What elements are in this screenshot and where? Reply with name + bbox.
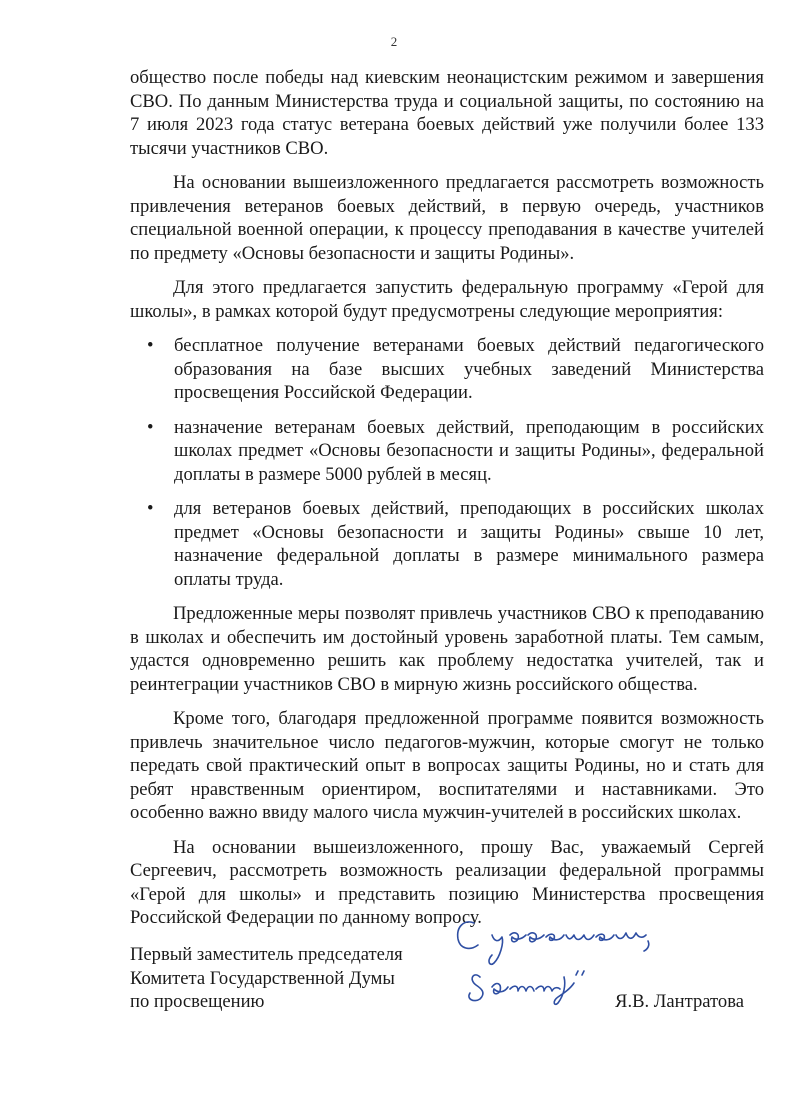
- letter-body: [130, 66, 764, 930]
- paragraph-benefits: Предложенные меры позволят привлечь участников СВО к преподаванию в школах и обеспечить им достойный уровень заработной платы. Тем самым, удастся одновременно решить как проблему недостатка учителей, так и реинтеграции участников СВО в мирную жизнь российского общества.: [130, 603, 764, 695]
- paragraph-continuation: общество после победы над киевским неонацистским режимом и завершения СВО. По данным Министерства труда и социальной защиты, по состоянию на 7 июля 2023 года статус ветерана боевых действий уже получили более 133 тысячи участников СВО.: [130, 67, 764, 159]
- list-item: [130, 497, 764, 591]
- paragraph-request: На основании вышеизложенного, прошу Вас, уважаемый Сергей Сергеевич, рассмотреть возможность реализации федеральной программы «Герой для школы» и представить позицию Министерства просвещения Российской Федерации по данному вопросу.: [130, 836, 764, 928]
- signer-title-line: по просвещению: [130, 991, 265, 1012]
- list-item-text: назначение ветеранам боевых действий, преподающим в российских школах предмет «Основы безопасности и защиты Родины», федеральной доплаты в размере 5000 рублей в месяц.: [174, 416, 764, 485]
- bullet-icon: •: [147, 335, 154, 356]
- measures-list: [130, 334, 764, 591]
- signature-block: [130, 943, 764, 1023]
- list-item: [130, 416, 764, 487]
- list-item-text: для ветеранов боевых действий, преподающих в российских школах предмет «Основы безопасности и защиты Родины» свыше 10 лет, назначение федеральной доплаты в размере минимального размера оплаты труда.: [174, 498, 764, 590]
- page-number: 2: [390, 34, 398, 49]
- bullet-icon: •: [147, 416, 154, 438]
- list-item-text: бесплатное получение ветеранами боевых действий педагогического образования на базе высших учебных заведений Министерства просвещения Российской Федерации.: [174, 335, 764, 403]
- signer-name: Я.В. Лантратова: [615, 991, 744, 1012]
- signer-title-line: Комитета Государственной Думы: [130, 967, 395, 989]
- paragraph-proposal: На основании вышеизложенного предлагается рассмотреть возможность привлечения ветеранов боевых действий, в первую очередь, участников специальной военной операции, к процессу преподавания в качестве учителей по предмету «Основы безопасности и защиты Родины».: [130, 172, 764, 264]
- signer-title-line: Первый заместитель председателя: [130, 944, 403, 965]
- bullet-icon: •: [147, 498, 154, 519]
- list-item: [130, 334, 764, 405]
- paragraph-mentors: Кроме того, благодаря предложенной программе появится возможность привлечь значительное число педагогов-мужчин, которые смогут не только передать свой практический опыт в вопросах защиты Родины, но и стать для ребят нравственным ориентиром, воспитателями и наставниками. Это особенно важно ввиду малого числа мужчин-учителей в российских школах.: [130, 708, 764, 823]
- paragraph-program: Для этого предлагается запустить федеральную программу «Герой для школы», в рамках которой будут предусмотрены следующие мероприятия:: [130, 277, 764, 322]
